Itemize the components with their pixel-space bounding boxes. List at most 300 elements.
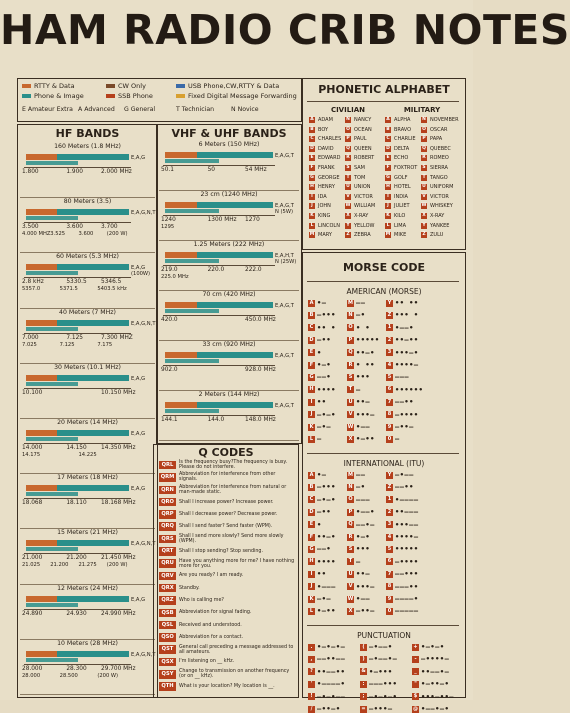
band-frequency-tick: 14.150 [66,445,87,451]
morse-item [347,496,370,504]
band-bar-segment [165,402,197,408]
morse-item [308,311,336,319]
band-6 [20,474,155,529]
phonetic-letter-badge: T [346,174,350,180]
band-license-classes: E,A,G,N,T [131,541,156,548]
phonetic-letter-badge: Y [422,222,426,228]
morse-char-badge: 1 [387,496,392,503]
morse-char-badge: 3 [387,521,392,528]
band-frequency-tick: 21.025 [22,562,41,569]
morse-item [347,570,370,578]
morse-code-pattern: ––––– [395,607,419,616]
phonetic-letter-badge: R [346,155,350,161]
q-code-meaning: Is the frequency busy?The frequency is busy. Please do not interfere. [179,460,288,471]
morse-code-pattern: •–•–• [421,643,445,651]
legend-label: Fixed Digital Message Forwarding [188,92,297,100]
morse-item [386,299,419,307]
band-bar-segment [26,264,57,270]
phonetic-word: NOVEMBER [430,117,459,123]
band-bar-segment [26,547,78,551]
band-frequency-tick: 420.0 [161,317,178,323]
morse-code-pattern: •••– [356,410,375,419]
license-class-label: E Amateur Extra [22,106,73,113]
band-frequency-tick: 222.0 [245,267,262,273]
band-frequency-tick: 50.1 [161,167,174,173]
morse-code-pattern: –•• [317,336,332,345]
morse-char-badge: K [309,423,314,430]
morse-item [308,643,345,651]
band-bar-segment [57,154,129,160]
morse-item [347,558,361,566]
morse-code-pattern: ••–• [317,533,336,541]
band-bar-segment [197,402,273,408]
phonetic-item [309,175,339,181]
q-code-row [159,534,295,544]
morse-code-pattern: •• [317,398,327,407]
morse-code-pattern: –••• [317,311,336,320]
phonetic-item [421,184,453,190]
license-class-label: A Advanced [78,106,115,113]
morse-char-badge: 3 [387,349,392,356]
q-code-badge: QRQ [159,522,176,531]
band-frequency-tick: 144.0 [207,417,225,423]
morse-char-badge: V [348,583,353,590]
morse-char-badge: + [413,643,418,650]
band-frequency-tick: 148.0 MHz [245,417,276,423]
morse-item [386,411,419,419]
band-bar-segment [57,596,129,602]
band-frequency-tick: 10.150 MHz [101,389,136,396]
morse-item [360,680,397,688]
q-code-badge: QRM [160,474,175,481]
q-code-row [159,571,295,581]
phonetic-word: QUEEN [354,145,372,152]
phonetic-letter-badge: U [346,184,350,190]
morse-char-badge: P [348,508,353,515]
morse-char-badge: Z [387,311,392,318]
band-frequency-tick: 21.200 [66,555,87,562]
morse-char-badge: Z [387,483,392,490]
band-bar-segment [57,320,129,326]
band-frequency-tick: 219.0 [161,267,178,273]
legend-swatch [22,84,31,88]
phonetic-item [309,184,335,190]
q-code-meaning: Are you ready? I am ready. [179,573,244,579]
phonetic-word: SIERRA [430,165,448,171]
band-frequency-tick: 7.175 [97,341,113,348]
band-bar-segment [57,209,129,215]
morse-char-badge: ) [360,656,367,663]
band-frequency-tick: 5403.5 kHz [97,286,127,293]
morse-item [347,595,370,603]
morse-code-panel [302,252,466,713]
band-title: 17 Meters (18 MHz) [57,474,118,482]
band-title: 60 Meters (5.3 MHz) [56,253,119,261]
license-class-label: T Technician [176,106,215,113]
band-frequency-tick: 24.990 MHz [101,610,136,617]
morse-char-badge: 9 [387,595,392,602]
band-frequency-tick: 21.200 [50,562,69,569]
q-code-badge: QRP [159,510,176,519]
phonetic-word: VICTOR [354,193,373,200]
morse-code-pattern: ••••– [395,533,419,541]
divider [307,101,459,102]
morse-char-badge: M [348,471,353,478]
morse-char-badge: 4 [387,533,392,540]
phonetic-letter-badge: O [422,126,426,132]
morse-code-pattern: ––––• [395,595,419,603]
morse-item [308,570,326,578]
band-frequency-tick: 1240 [161,217,176,223]
morse-item [308,533,336,541]
band-frequency-tick: 18.068 [22,500,43,507]
phonetic-word: ADAM [318,117,333,123]
phonetic-word: TANGO [430,174,448,181]
morse-code-pattern: ••––•• [317,667,346,676]
morse-char-badge: U [348,570,353,577]
phonetic-word: ECHO [394,155,409,162]
q-code-badge: QRZ [159,596,176,605]
band-frequency-tick: 450.0 MHz [245,317,276,323]
phonetic-letter-badge: K [386,213,390,218]
band-frequency-tick: 5371.5 [59,286,78,293]
band-bar-segment [197,152,273,158]
phonetic-word: DELTA [394,145,410,152]
morse-code-pattern: –•–•–• [369,692,398,701]
band-baseline [24,333,131,334]
phonetic-item [385,127,411,133]
morse-item [347,533,370,541]
band-frequency-tick: 5330.5 [66,279,87,286]
band-title: 33 cm (920 MHz) [202,341,256,348]
band-frequency-tick: 14.225 [78,452,97,458]
phonetic-item [345,223,375,229]
band-frequency-tick: (200 W) [106,231,128,238]
phonetic-word: UNIFORM [430,184,454,191]
morse-char-badge: _ [412,668,419,675]
morse-code-pattern: •––• [356,508,375,517]
morse-char-badge: 6 [387,558,392,565]
morse-code-pattern: –••–• [317,705,341,713]
morse-item [386,533,419,541]
band-bar-segment [57,651,129,657]
band-frequency-tick: (200 W) [106,562,128,569]
band-frequency-tick: 1.800 [22,169,39,175]
q-code-meaning: Who is calling me? [179,597,224,603]
phonetic-letter-badge: P [422,136,426,142]
phonetic-word: FRANK [318,165,335,171]
phonetic-letter-badge: L [310,222,314,228]
phonetic-item [309,232,332,238]
band-license-classes: E,A,G,T N (5W) [275,203,294,215]
morse-item [347,435,375,443]
morse-code-pattern: ––•– [356,520,375,529]
band-frequency-tick: 1295 [161,224,175,230]
band-0 [159,141,299,191]
morse-code-pattern: • [317,520,322,529]
band-baseline [163,265,275,266]
q-codes-panel [153,444,299,698]
morse-item [360,643,393,651]
q-code-badge: QRL [159,461,176,470]
phonetic-word: MIKE [394,232,407,239]
morse-char-badge: X [348,607,353,614]
phonetic-word: ALPHA [394,117,411,123]
morse-char-badge: = [361,705,366,712]
phonetic-word: TOM [354,174,366,181]
morse-item [386,324,414,332]
morse-char-badge: 0 [387,435,392,442]
vhf-heading: VHF & UHF BANDS [171,127,287,140]
q-code-meaning: Received and understood. [179,622,242,628]
legend-swatch [22,94,31,98]
band-frequency-tick: 1270 [245,217,260,223]
morse-item [308,693,345,701]
morse-item [386,521,419,529]
phonetic-letter-badge: D [310,145,314,151]
morse-item [386,336,419,344]
morse-code-pattern: –•––•– [369,655,398,664]
phonetic-item [345,127,372,133]
license-class-label: G General [124,106,156,113]
band-frequency-tick: 28.300 [66,665,87,672]
band-frequency-tick: 7.300 MHZ [101,334,133,341]
phonetic-letter-badge: F [310,165,314,170]
legend-swatch [106,94,115,98]
q-code-meaning: Shall I increase power? Increase power. [179,499,274,505]
band-bar-segment [165,409,219,413]
band-license-classes: E,A,G [131,375,146,382]
phonetic-letter-badge: J [309,203,315,209]
phonetic-word: UNION [354,184,371,191]
morse-item [347,373,370,381]
morse-item [386,471,414,479]
morse-code-pattern: ••• [356,545,371,554]
phonetic-letter-badge: G [386,174,390,180]
morse-char-badge: ' [308,681,315,688]
q-code-row [159,620,295,630]
morse-item [347,423,370,431]
band-baseline [24,609,131,610]
legend-swatch [176,94,185,98]
phonetic-item [345,213,368,219]
morse-item [386,570,419,578]
q-code-meaning: Shall I send more slowly? Send more slowly (WPM). [179,533,284,544]
phonetic-word: PAPA [430,136,443,143]
phonetic-item [345,175,365,181]
morse-code-pattern: •–––– [395,495,419,504]
morse-char-badge: X [348,435,353,442]
phonetic-item [309,136,341,142]
q-code-meaning: What is your location? My location is __. [179,684,275,690]
band-frequency-tick: 14.350 MHz [101,445,136,451]
legend-item [22,82,75,90]
morse-char-badge: 4 [387,361,392,368]
q-code-badge: QRV [159,572,176,581]
legend-label: RTTY & Data [34,82,75,90]
band-frequency-tick: 21.275 [78,562,97,569]
morse-item [308,496,336,504]
band-1 [159,191,299,241]
band-bar-segment [26,375,57,381]
legend-label: CW Only [118,82,146,90]
band-frequency-tick: 21.450 MHz [101,555,136,562]
phonetic-item [309,213,330,219]
phonetic-item [385,175,407,181]
band-frequency-tick: 3.700 [101,224,118,231]
band-frequency-tick: 1.900 [66,169,83,175]
band-license-classes: E,A,G,T [275,153,294,159]
morse-code-pattern: –•–• [317,410,336,419]
band-bar-segment [26,485,57,491]
band-0 [20,143,155,198]
q-code-row [159,583,295,593]
morse-code-pattern: ••••• [395,545,419,554]
legend-label: Phone & Image [34,92,84,100]
phonetic-word: YELLOW [354,222,375,229]
band-bar-segment [26,154,57,160]
morse-code-pattern: ••–• [356,348,375,357]
phonetic-word: X-RAY [354,213,369,219]
morse-char-badge: L [309,435,314,442]
morse-item [386,435,400,443]
q-code-badge: QSX [159,658,176,667]
q-code-row [159,645,295,655]
band-baseline [24,167,131,168]
band-bar-segment [165,202,197,208]
phonetic-item [385,232,406,238]
phonetic-letter-badge: A [386,117,390,122]
morse-code-pattern: –•••• [395,410,419,419]
band-4 [20,364,155,419]
phonetic-word: CHARLIE [394,136,416,143]
q-code-badge: QSL [159,621,176,630]
phonetic-word: X-RAY [430,213,445,219]
phonetic-item [345,184,371,190]
phonetic-word: DAVID [318,145,334,152]
morse-char-badge: ! [308,693,315,700]
phonetic-item [345,146,372,152]
morse-item [308,435,322,443]
q-code-row [159,460,295,470]
morse-code-pattern: ––• [317,545,332,554]
band-frequency-tick: 18.110 [66,500,87,507]
q-code-row [159,558,295,568]
legend-item [22,92,84,100]
morse-code-pattern: – [356,557,361,566]
morse-char-badge: I [308,399,315,406]
phonetic-letter-badge: V [346,193,350,199]
morse-item [386,361,419,369]
morse-code-pattern: – [356,385,361,394]
civilian-label: CIVILIAN [330,106,366,114]
q-code-badge: QRX [159,584,176,593]
morse-code-pattern: •–– [356,595,371,603]
band-bar-segment [165,359,219,363]
band-frequency-tick: 1300 MHz [207,217,237,223]
band-frequency-tick: 54 MHz [245,167,267,173]
band-frequency-tick: 7.000 [22,334,39,341]
band-3 [159,291,299,341]
band-frequency-tick: 28.500 [59,672,78,679]
morse-char-badge: ? [308,668,315,675]
divider [307,281,459,282]
phonetic-letter-badge: W [345,203,351,209]
q-code-badge: QSO [159,633,176,642]
band-baseline [24,388,131,389]
morse-char-badge: V [348,411,353,418]
q-code-badge: QTH [159,682,176,691]
morse-item [386,607,419,615]
morse-code-pattern: ••– [356,398,371,407]
license-class-label: N Novice [231,106,259,113]
phonetic-word: GOLF [394,174,408,181]
phonetic-item [309,127,328,133]
band-title: 23 cm (1240 MHz) [200,191,258,198]
morse-item [386,583,419,591]
morse-code-pattern: •–•• [356,435,375,444]
phonetic-item [421,232,443,238]
legend-swatch [176,84,185,88]
morse-char-badge: 2 [387,336,392,343]
phonetic-word: EDWARD [318,155,341,162]
band-title: 70 cm (420 MHz) [202,291,256,298]
phonetic-letter-badge: M [385,232,391,238]
band-bar-segment [197,302,273,308]
band-frequency-tick: (200 W) [97,672,119,679]
morse-char-badge: N [348,311,353,318]
q-code-row [159,509,295,519]
morse-item [308,324,336,332]
phonetic-letter-badge: S [346,165,350,170]
phonetic-letter-badge: I [309,194,315,200]
phonetic-word: BOY [318,126,329,133]
morse-char-badge: - [412,656,419,663]
band-title: 20 Meters (14 MHz) [57,419,118,426]
page-title: HAM RADIO CRIB NOTES [0,6,570,54]
phonetic-word: OCEAN [354,126,372,133]
morse-item [308,386,336,394]
morse-char-badge: 1 [387,324,392,331]
vhf-bands-panel [156,124,302,444]
phonetic-letter-badge: C [386,136,390,142]
morse-item [308,680,345,688]
phonetic-item [421,175,448,181]
band-title: 160 Meters (1.8 MHz) [54,143,121,150]
morse-code-pattern: ––••–– [317,655,346,664]
phonetic-letter-badge: Y [346,222,350,228]
morse-code-pattern: ––•• [395,483,414,492]
band-baseline [24,443,131,444]
morse-code-pattern: –••••– [421,655,450,664]
morse-item [308,595,331,603]
band-bar-segment [165,259,219,263]
morse-code-pattern: •––•–• [421,705,450,713]
morse-char-badge: J [308,583,315,590]
q-code-badge: QRS [159,535,176,544]
phonetic-letter-badge: U [422,184,426,190]
morse-char-badge: P [348,336,353,343]
band-frequency-tick: 24.890 [22,610,43,617]
morse-item [386,545,419,553]
band-license-classes: E,A,G,N,T [131,320,156,327]
morse-item [308,655,345,663]
band-license-classes: E,A,G [131,596,146,603]
morse-code-pattern: •– [317,471,327,479]
morse-char-badge: , [308,656,315,663]
morse-code-pattern: –• [356,483,366,492]
morse-code-pattern: •––––• [317,680,346,689]
